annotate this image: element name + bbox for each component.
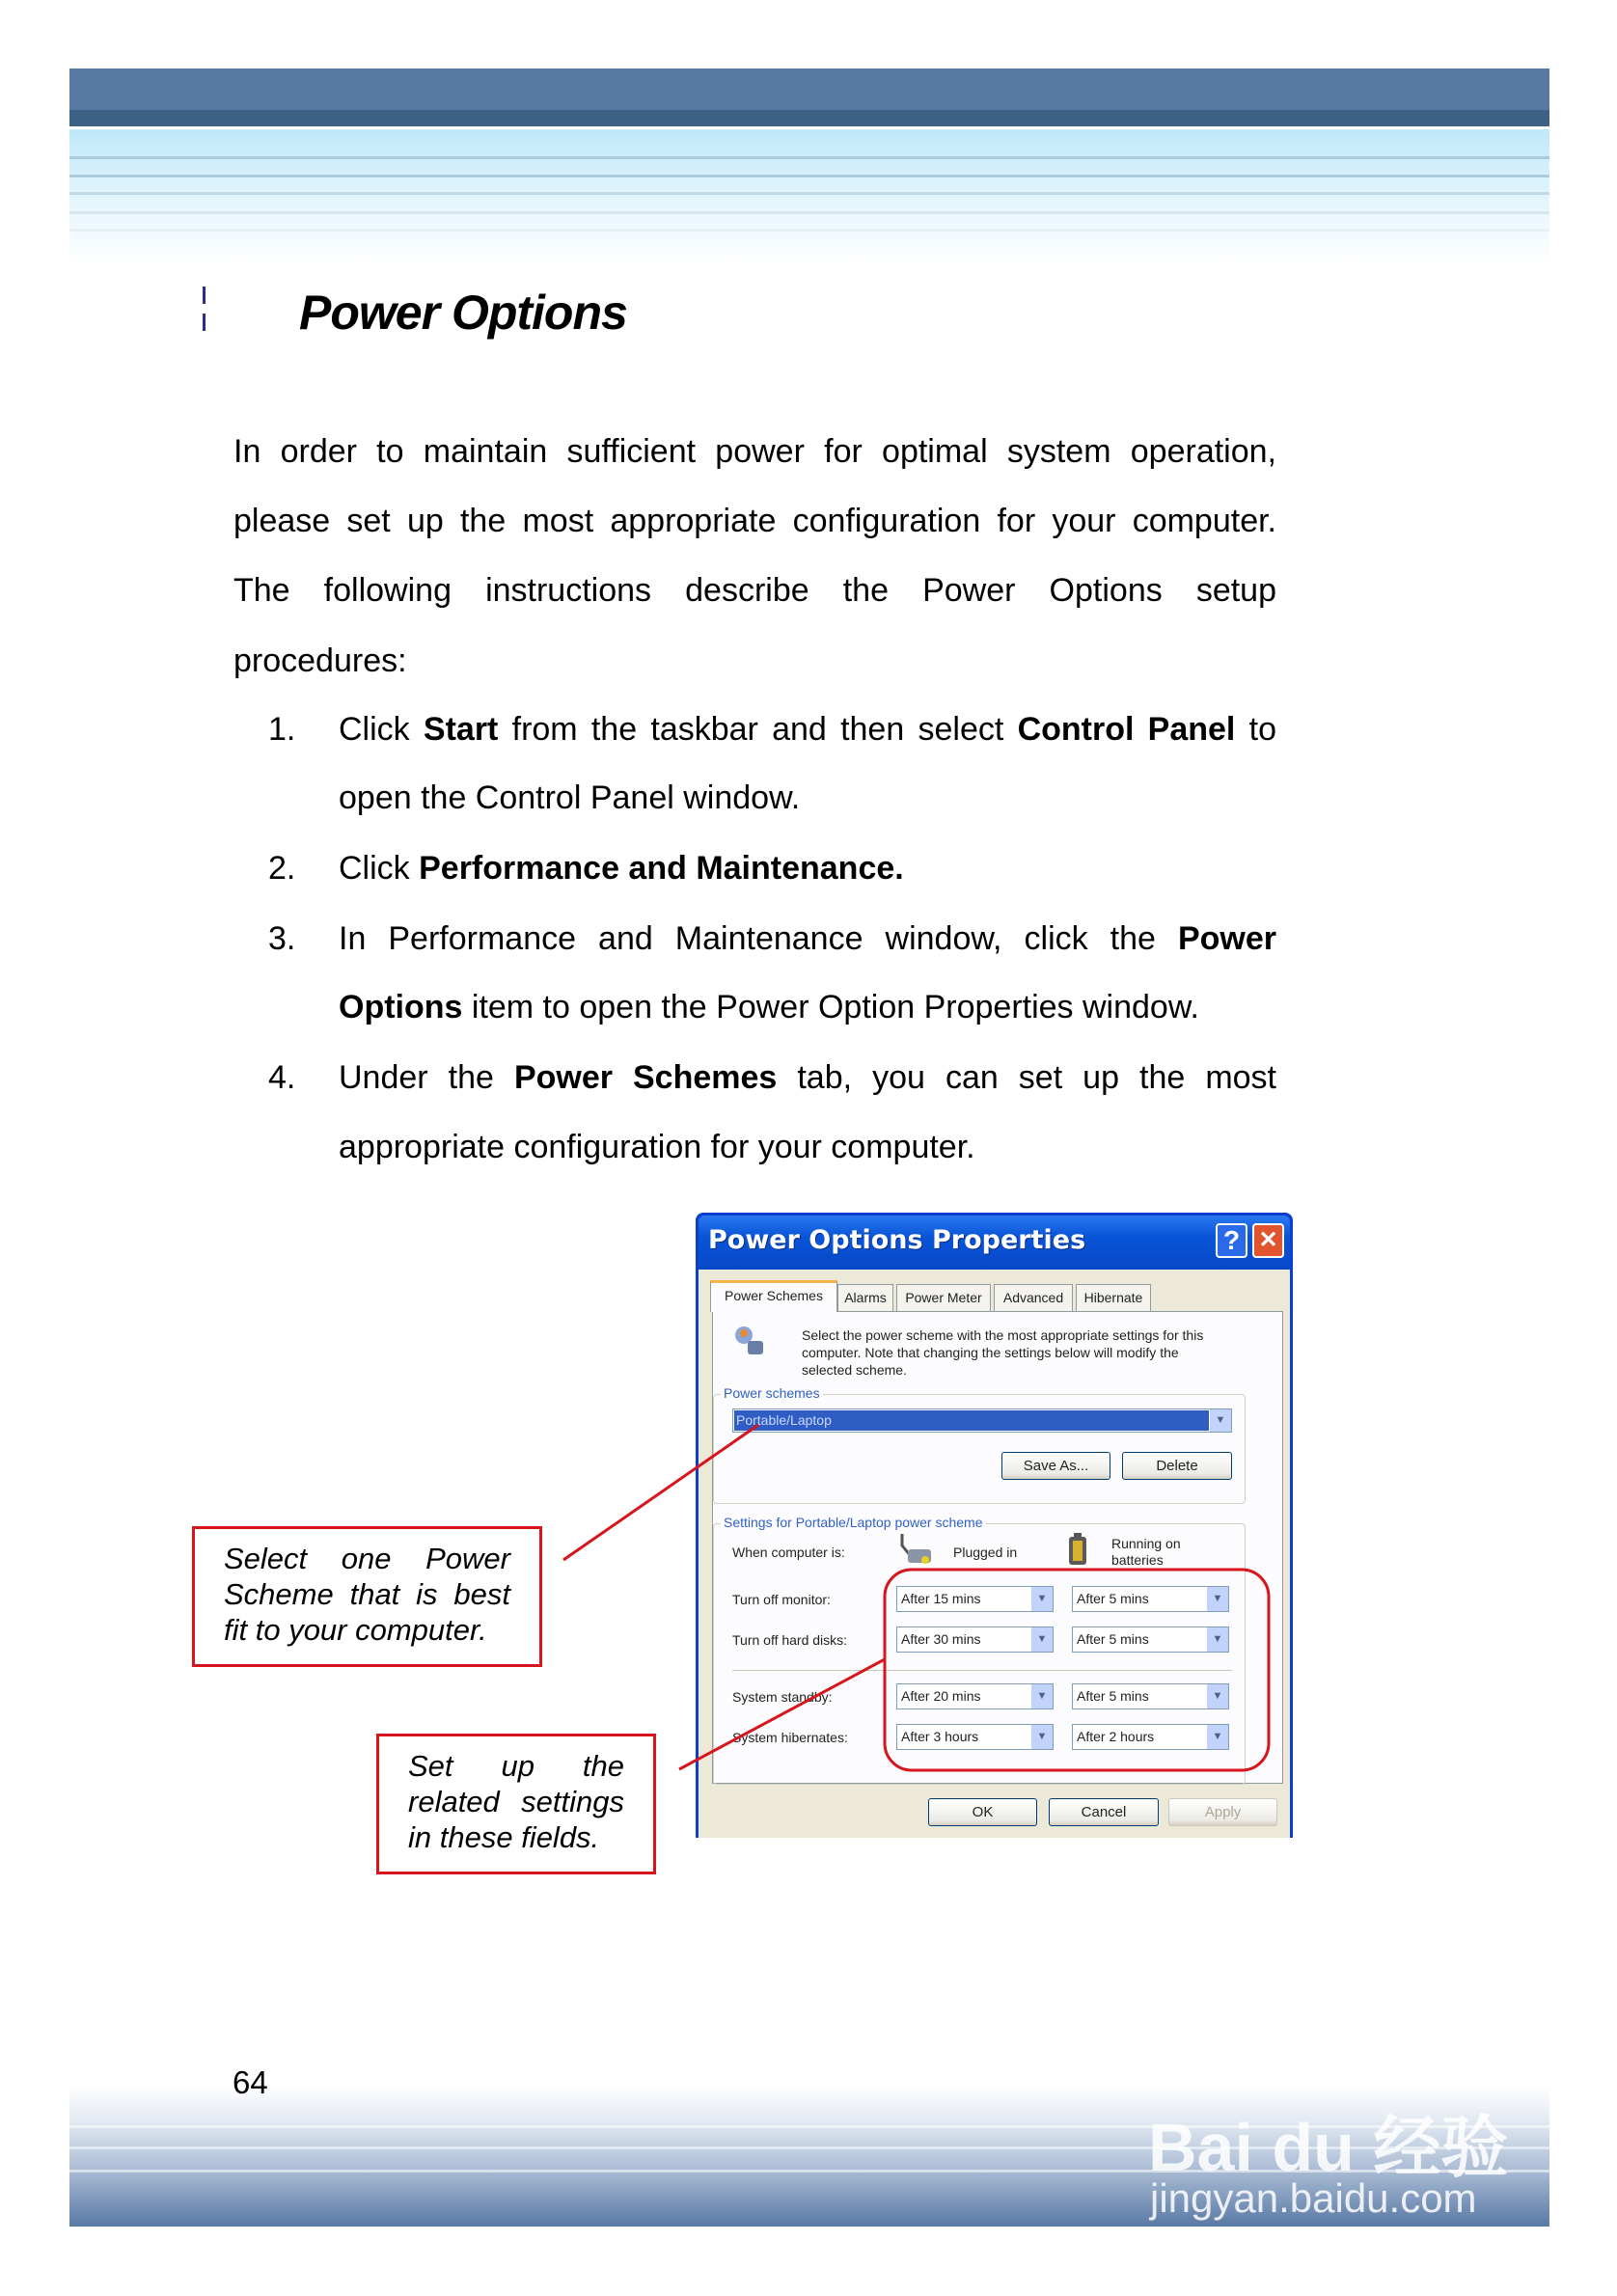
plugged-in-label: Plugged in: [953, 1544, 1018, 1560]
scheme-value: Portable/Laptop: [734, 1410, 1209, 1431]
chevron-down-icon: ▼: [1207, 1725, 1228, 1749]
step-text: In Performance and Maintenance window, click the Power: [339, 920, 1276, 957]
description-text: Select the power scheme with the most appropriate settings for this: [802, 1327, 1204, 1343]
description-text: computer. Note that changing the settings below will modify the: [802, 1345, 1179, 1360]
tab-alarms[interactable]: Alarms: [837, 1284, 893, 1311]
close-button[interactable]: ✕: [1252, 1223, 1284, 1258]
hibernate-plugged-dropdown[interactable]: After 3 hours ▼: [896, 1724, 1054, 1750]
disks-plugged-dropdown[interactable]: After 30 mins ▼: [896, 1626, 1054, 1653]
setting-label: System hibernates:: [732, 1730, 848, 1745]
baidu-watermark-url: jingyan.baidu.com: [1150, 2175, 1477, 2221]
chevron-down-icon: ▼: [1207, 1587, 1228, 1611]
monitor-plugged-dropdown[interactable]: After 15 mins ▼: [896, 1586, 1054, 1612]
setting-label: System standby:: [732, 1689, 833, 1705]
step-text: Under the Power Schemes tab, you can set up the most: [339, 1059, 1277, 1096]
settings-group-label: Settings for Portable/Laptop power scheme: [721, 1515, 986, 1530]
chevron-down-icon: ▼: [1031, 1725, 1053, 1749]
power-schemes-label: Power schemes: [721, 1385, 823, 1401]
intro-line: please set up the most appropriate configuration for your computer.: [233, 503, 1276, 539]
chevron-down-icon: ▼: [1031, 1627, 1053, 1652]
highlight-rectangle: [885, 1570, 1269, 1770]
delete-button[interactable]: Delete: [1122, 1452, 1232, 1480]
standby-battery-dropdown[interactable]: After 5 mins ▼: [1072, 1683, 1229, 1709]
monitor-battery-dropdown[interactable]: After 5 mins ▼: [1072, 1586, 1229, 1612]
chevron-down-icon[interactable]: ▼: [1210, 1409, 1231, 1432]
description-text: selected scheme.: [802, 1362, 907, 1378]
tab-power-meter[interactable]: Power Meter: [896, 1284, 991, 1311]
callout-leader-line: [563, 1425, 758, 1560]
chevron-down-icon: ▼: [1207, 1627, 1228, 1652]
page-title: Power Options: [299, 286, 627, 340]
step-number: 1.: [268, 711, 296, 748]
running-on-batteries-label: Running on batteries: [1111, 1536, 1181, 1568]
ok-button[interactable]: OK: [928, 1798, 1037, 1826]
step-text: Click Start from the taskbar and then select Control Panel to: [339, 711, 1276, 748]
page-number: 64: [233, 2064, 268, 2100]
callout-select-scheme: Select one Power Scheme that is best fit to your computer.: [192, 1526, 542, 1667]
callout-leader-line: [679, 1659, 885, 1769]
step-text: open the Control Panel window.: [339, 779, 801, 816]
chevron-down-icon: ▼: [1031, 1684, 1053, 1708]
disks-battery-dropdown[interactable]: After 5 mins ▼: [1072, 1626, 1229, 1653]
dialog-title: Power Options Properties: [708, 1225, 1086, 1255]
step-text: appropriate configuration for your computer.: [339, 1129, 975, 1165]
standby-plugged-dropdown[interactable]: After 20 mins ▼: [896, 1683, 1054, 1709]
when-label: When computer is:: [732, 1544, 845, 1560]
step-number: 4.: [268, 1059, 296, 1096]
tab-advanced[interactable]: Advanced: [994, 1284, 1073, 1311]
tab-power-schemes[interactable]: Power Schemes: [710, 1280, 837, 1312]
intro-line: The following instructions describe the Power Options setup: [233, 572, 1276, 609]
step-text: Options item to open the Power Option Properties window.: [339, 989, 1199, 1025]
chevron-down-icon: ▼: [1031, 1587, 1053, 1611]
cancel-button[interactable]: Cancel: [1049, 1798, 1159, 1826]
hibernate-battery-dropdown[interactable]: After 2 hours ▼: [1072, 1724, 1229, 1750]
intro-line: procedures:: [233, 642, 407, 679]
setting-label: Turn off hard disks:: [732, 1632, 848, 1648]
chevron-down-icon: ▼: [1207, 1684, 1228, 1708]
help-button[interactable]: ?: [1216, 1223, 1247, 1258]
baidu-watermark-logo: Bai du 经验: [1148, 2110, 1509, 2185]
apply-button[interactable]: Apply: [1168, 1798, 1277, 1826]
callout-settings: Set up the related settings in these fields.: [376, 1734, 656, 1874]
tab-hibernate[interactable]: Hibernate: [1076, 1284, 1151, 1311]
step-text: Click Performance and Maintenance.: [339, 850, 904, 887]
save-as-button[interactable]: Save As...: [1001, 1452, 1110, 1480]
step-number: 2.: [268, 850, 296, 887]
step-number: 3.: [268, 920, 296, 957]
setting-label: Turn off monitor:: [732, 1592, 831, 1607]
intro-line: In order to maintain sufficient power for optimal system operation,: [233, 433, 1276, 470]
